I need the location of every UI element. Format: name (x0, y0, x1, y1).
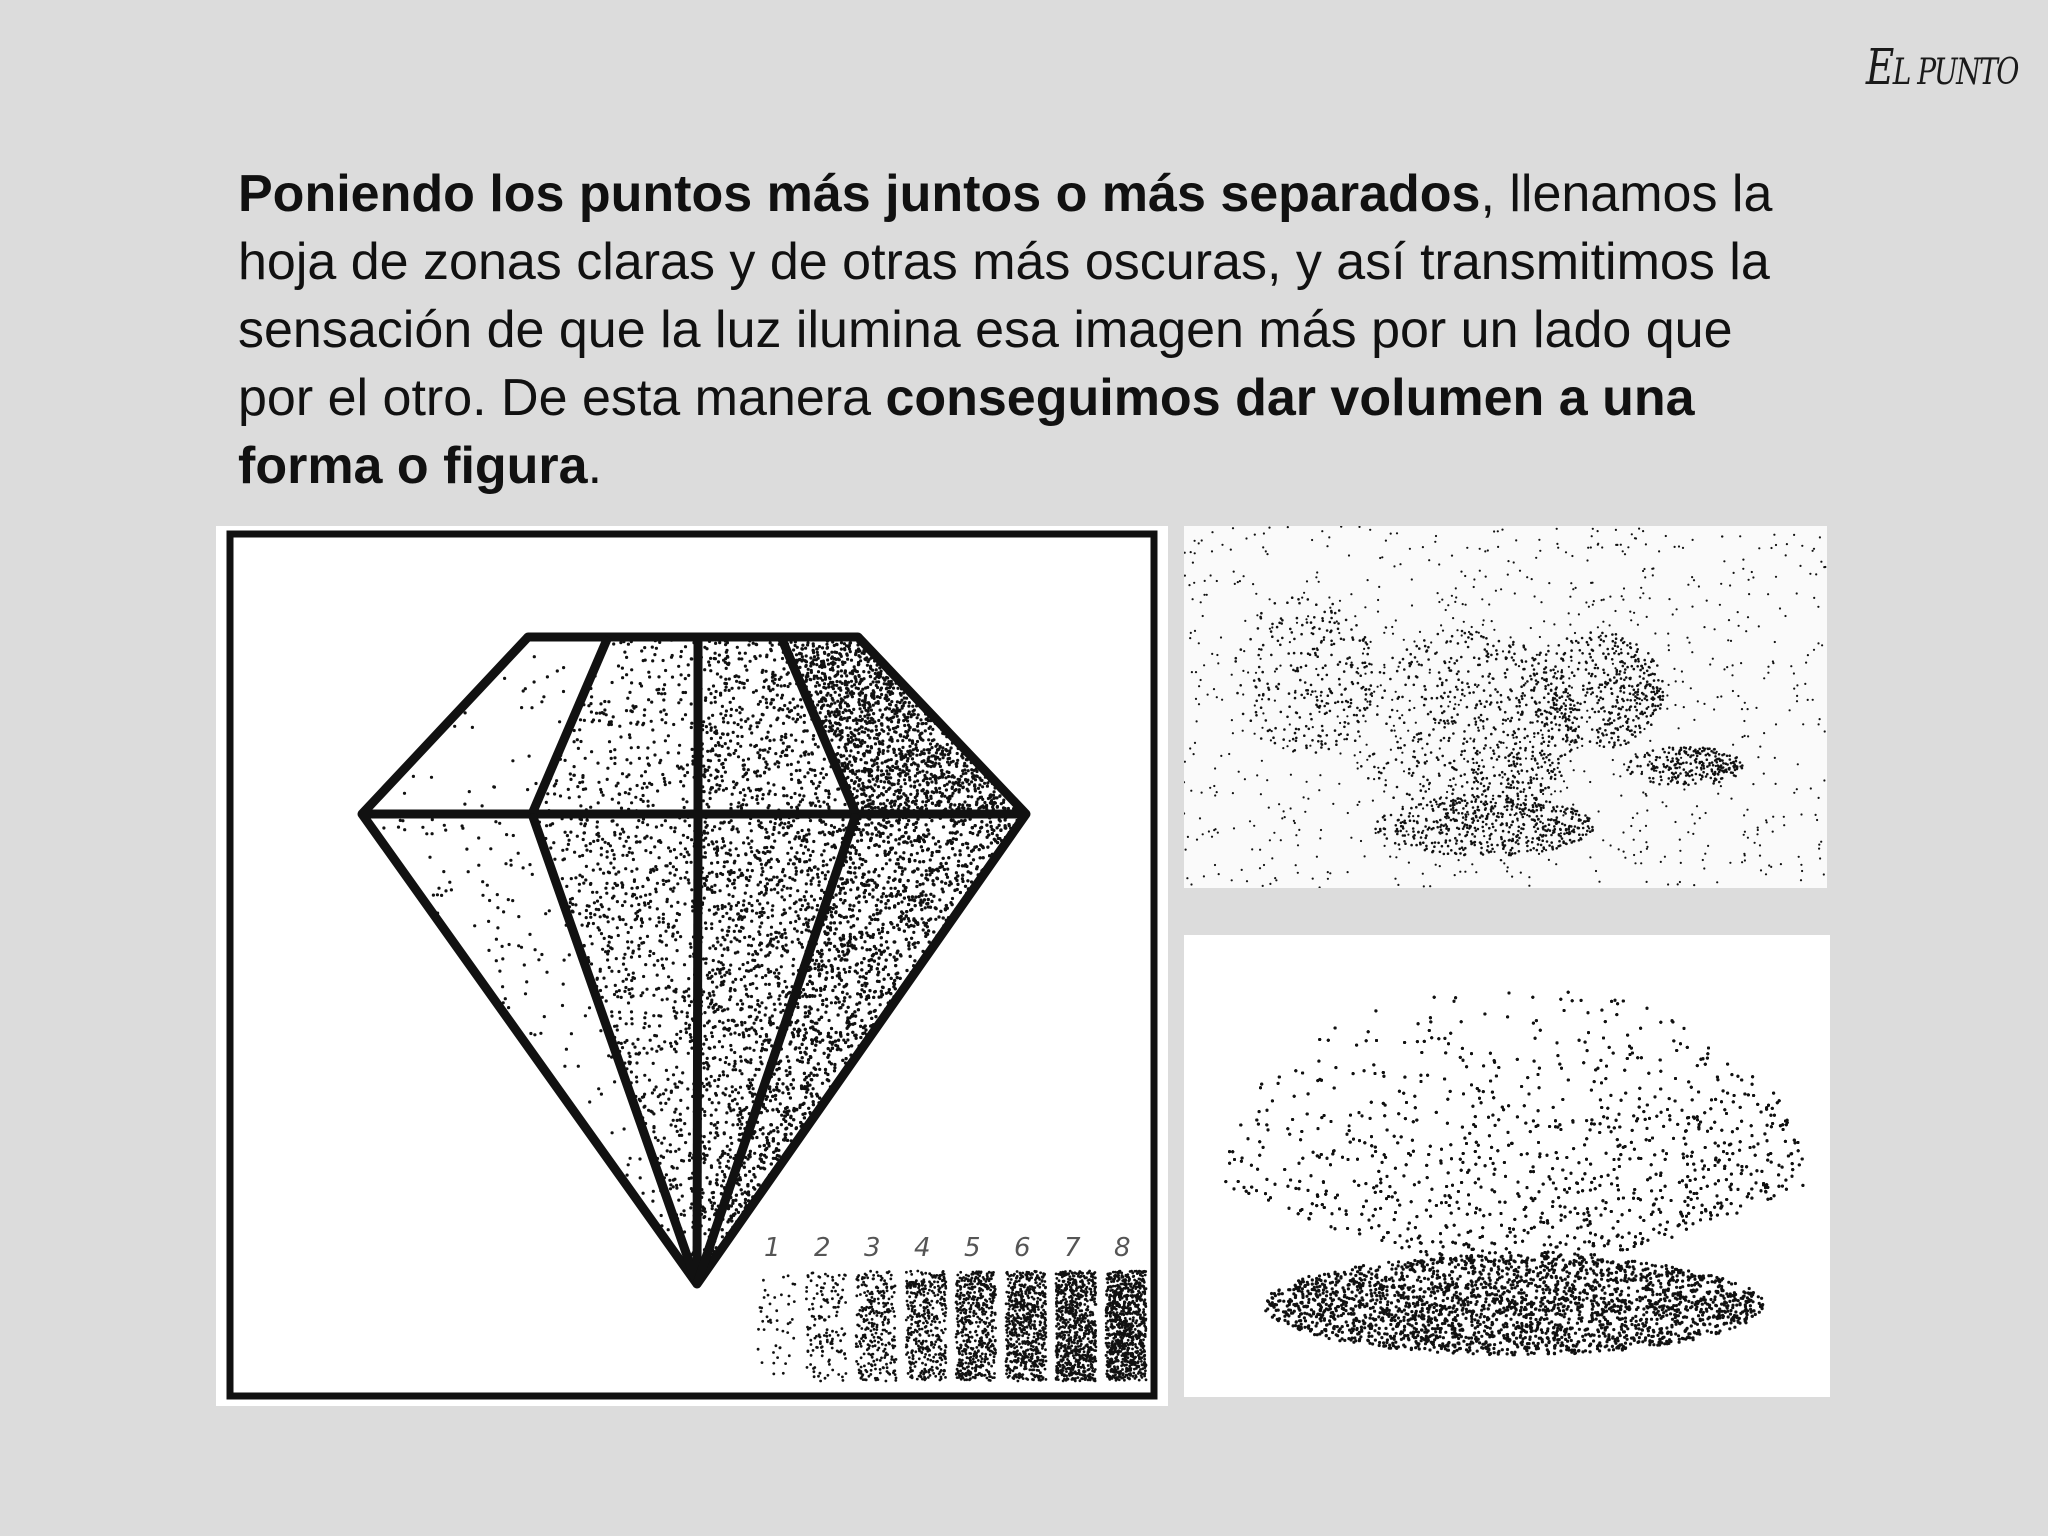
scale-number: 5 (964, 1233, 981, 1263)
diamond-stipple-image (216, 526, 1168, 1406)
body-period: . (588, 437, 602, 495)
body-bold-2: conseguimos dar volumen a una forma o figura (238, 369, 1695, 495)
scale-number: 6 (1014, 1233, 1031, 1263)
fruits-stipple-image (1184, 526, 1827, 888)
body-paragraph (238, 160, 1798, 500)
scale-number: 3 (864, 1233, 881, 1263)
stippled-fruits-icon (1184, 526, 1827, 888)
stippled-lemon-icon (1184, 935, 1830, 1397)
slide-title-initial: E (1866, 38, 1893, 96)
body-text-1: llenamos la hoja de zonas claras y de otras más oscuras, y así transmitimos la sensación de que la luz ilumina esa imagen más por un lado que por el otro. De esta manera (238, 165, 1772, 427)
scale-number: 8 (1114, 1233, 1131, 1263)
slide-title (1866, 38, 2018, 96)
scale-number: 7 (1064, 1233, 1081, 1263)
slide-title-rest: L PUNTO (1893, 52, 2018, 93)
scale-number: 4 (914, 1233, 931, 1263)
scale-number: 1 (764, 1233, 781, 1263)
body-bold-1: Poniendo los puntos más juntos o más separados (238, 165, 1480, 223)
scale-number: 2 (814, 1233, 831, 1263)
diamond-drawing-icon (216, 526, 1168, 1406)
lemon-stipple-image (1184, 935, 1830, 1397)
body-comma: , (1480, 165, 1494, 223)
